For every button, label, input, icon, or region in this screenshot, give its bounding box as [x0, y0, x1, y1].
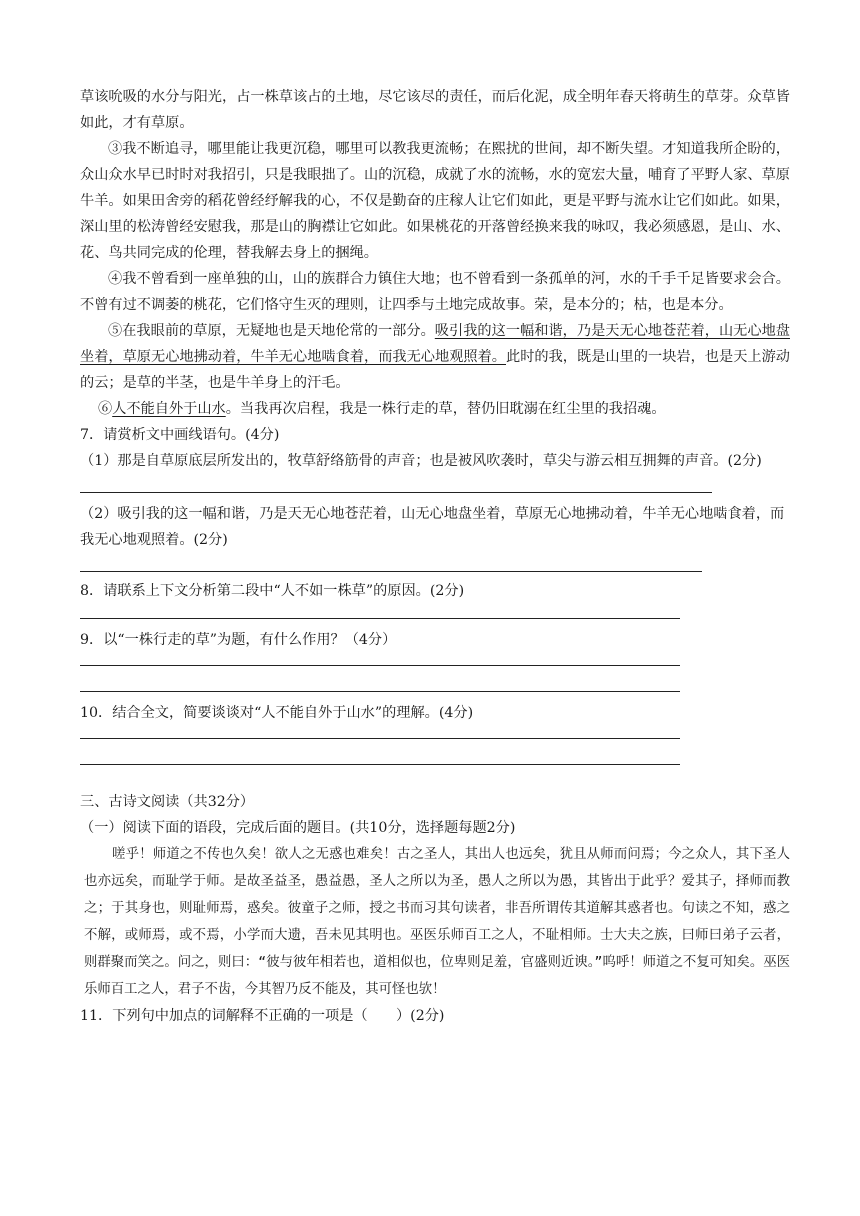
question-11: 11．下列句中加点的词解释不正确的一项是（ ）(2分): [80, 1008, 445, 1024]
p5-text-a: ⑤在我眼前的草原，无疑地也是天地伦常的一部分。: [108, 323, 435, 339]
question-7: 7．请赏析文中画线语句。(4分): [80, 427, 280, 443]
question-7-1: （1）那是自草原底层所发出的，牧草舒络筋骨的声音；也是被风吹袭时，草尖与游云相互拥舞的声音。(2分): [80, 453, 762, 469]
classical-passage: 嗟乎！师道之不传也久矣！欲人之无惑也难矣！古之圣人，其出人也远矣，犹且从师而问焉；今之众人，其下圣人也亦远矣，而耻学于师。是故圣益圣，愚益愚，圣人之所以为圣，愚人之所以为愚，其皆出于此乎？爱其子，择师而教之；于其身也，则耻师焉，惑矣。彼童子之师，授之书而习其句读者，非吾所谓传其道解其惑者也。句读之不知，惑之不解，或师焉，或不焉，小学而大遗，吾未见其明也。巫医乐师百工之人，不耻相师。士大夫之族，曰师曰弟子云者，则群聚而笑之。问之，则曰：“彼与彼年相若也，道相似也，位卑则足羞，官盛则近谀。”呜呼！师道之不复可知矣。巫医乐师百工之人，君子不齿，今其智乃反不能及，其可怪也欤！: [84, 847, 790, 997]
question-8: 8．请联系上下文分析第二段中“人不如一株草”的原因。(2分): [80, 583, 465, 599]
p6-num: ⑥: [98, 401, 113, 417]
passage-paragraph-2-end: 草该吮吸的水分与阳光，占一株草该占的土地，尽它该尽的责任，而后化泥，成全明年春天将萌生的草芽。众草皆如此，才有草原。: [80, 89, 790, 131]
passage-paragraph-4: ④我不曾看到一座单独的山，山的族群合力镇住大地；也不曾看到一条孤单的河，水的千手千足皆要求会合。不曾有过不调萎的桃花，它们恪守生灭的理则，让四季与土地完成故事。荣，是本分的；枯，也是本分。: [80, 271, 790, 313]
passage-paragraph-3: ③我不断追寻，哪里能让我更沉稳，哪里可以教我更流畅；在熙扰的世间，却不断失望。才知道我所企盼的，众山众水早已时时对我招引，只是我眼拙了。山的沉稳，成就了水的流畅，水的宽宏大量，哺育了平野人家、草原牛羊。如果田舍旁的稻花曾经纾解我的心，不仅是勤奋的庄稼人让它们如此，更是平野与流水让它们如此。如果，深山里的松涛曾经安慰我，那是山的胸襟让它如此。如果桃花的开落曾经换来我的咏叹，我必须感恩，是山、水、花、鸟共同完成的伦理，替我解去身上的捆绳。: [80, 141, 790, 261]
passage-paragraph-5: [80, 318, 790, 396]
p5-underlined-sentence: 吸引我的这一幅和谐，乃是天无心地苍茫着，山无心地盘坐着，草原无心地拂动着，牛羊无心地啮食着，而我无心地观照着。: [80, 323, 790, 365]
passage-paragraph-6: [80, 396, 790, 422]
p5-text-b: 此时的我，既是山里的一块岩，也是天上游动的云；是草的半茎，也是牛羊身上的汗毛。: [80, 349, 790, 391]
exam-page: [80, 84, 790, 1029]
section-3-title: 三、古诗文阅读（共32分）: [80, 794, 255, 810]
question-7-2: （2）吸引我的这一幅和谐，乃是天无心地苍茫着，山无心地盘坐着，草原无心地拂动着，牛羊无心地啮食着，而我无心地观照着。(2分): [80, 506, 785, 548]
question-9: 9．以“一株行走的草”为题，有什么作用？（4分）: [80, 632, 397, 648]
p6-underlined-phrase: 人不能自外于山水: [112, 401, 226, 417]
question-10: 10．结合全文，简要谈谈对“人不能自外于山水”的理解。(4分): [80, 705, 474, 721]
section-3-subtitle: （一）阅读下面的语段，完成后面的题目。(共10分，选择题每题2分): [80, 820, 516, 836]
p6-text: 。当我再次启程，我是一株行走的草，替仍旧耽溺在红尘里的我招魂。: [225, 401, 666, 417]
